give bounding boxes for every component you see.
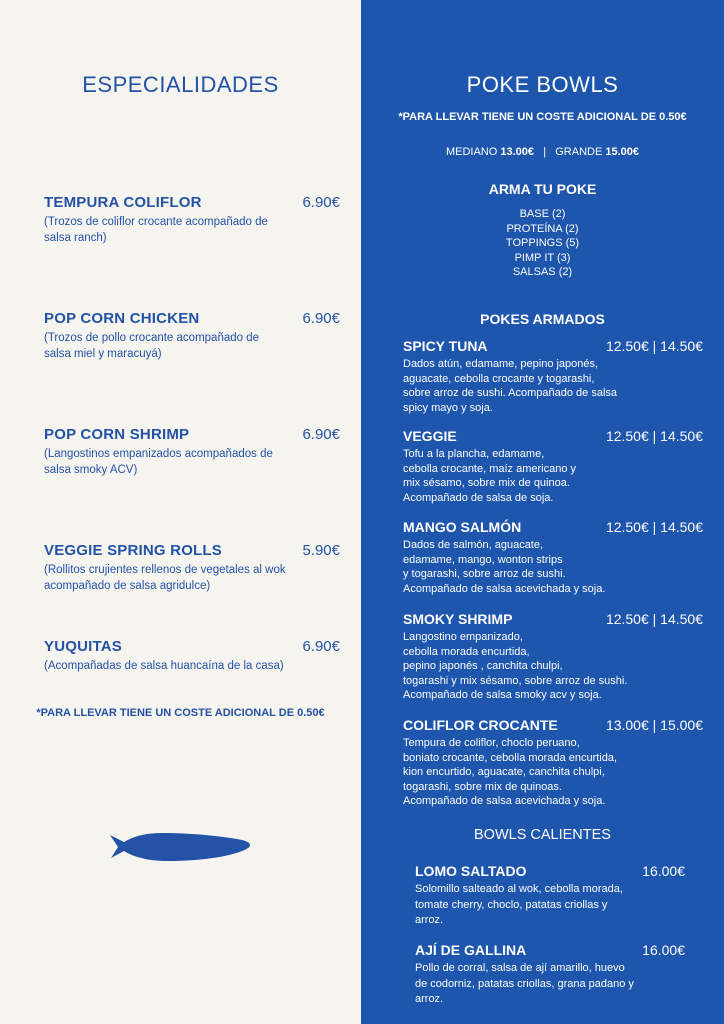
hot-bowl-name: LOMO SALTADO: [415, 863, 527, 879]
especialidades-panel: [0, 0, 361, 1024]
poke-item-price: 12.50€ | 14.50€: [605, 519, 703, 535]
list-item: PIMP IT (3): [514, 251, 571, 264]
size-prices: [361, 146, 724, 158]
menu-item-description: (Acompañadas de salsa huancaína de la casa): [44, 660, 284, 672]
menu-item-name: POP CORN SHRIMP: [44, 426, 190, 443]
poke-item-description: Tofu a la plancha, edamame, cebolla crocante, maíz americano y mix sésamo, sobre mix de quinoa. Acompañado de salsa de soja.: [403, 448, 577, 504]
poke-item: [403, 717, 703, 809]
menu-item: [44, 542, 340, 594]
menu-item-description: (Trozos de coliflor crocante acompañado de salsa ranch): [44, 216, 268, 244]
poke-item-price: 12.50€ | 14.50€: [605, 428, 703, 444]
size-grande-price: 15.00€: [605, 146, 640, 158]
menu-item-price: 6.90€: [302, 310, 340, 327]
poke-item: [403, 428, 703, 505]
hot-bowl-description: Pollo de corral, salsa de ají amarillo, huevo de codorniz, patatas criollas, grana padano y arroz.: [415, 962, 634, 1005]
bowls-calientes-title: BOWLS CALIENTES: [474, 827, 611, 843]
poke-item: [403, 611, 703, 703]
menu-item-name: POP CORN CHICKEN: [44, 310, 200, 327]
poke-item: [403, 519, 703, 596]
list-item: SALSAS (2): [512, 266, 573, 279]
poke-item-description: Dados de salmón, aguacate, edamame, mango, wonton strips y togarashi, sobre arroz de sushi. Acompañado de salsa acevichada y soja.: [403, 539, 606, 595]
poke-item-description: Tempura de coliflor, choclo peruano, boniato crocante, cebolla morada encurtida, kion encurtido, aguacate, canchita chulpi, togarashi, sobre mix de quinoas. Acompañado de salsa acevichada y soja.: [403, 737, 618, 808]
list-item: PROTEÍNA (2): [506, 222, 579, 235]
takeaway-note: *PARA LLEVAR TIENE UN COSTE ADICIONAL DE 0.50€: [36, 707, 325, 719]
poke-item-name: SMOKY SHRIMP: [403, 611, 513, 627]
build-poke-title: ARMA TU POKE: [488, 181, 597, 197]
menu-item-description: (Rollitos crujientes rellenos de vegetales al wok acompañado de salsa agridulce): [44, 564, 286, 592]
hot-bowl-item: [415, 942, 685, 1008]
hot-bowl-name: AJÍ DE GALLINA: [415, 942, 527, 958]
menu-item-price: 6.90€: [302, 194, 340, 211]
menu-item: [44, 638, 340, 674]
menu-item: [44, 310, 340, 362]
menu-item-name: VEGGIE SPRING ROLLS: [44, 542, 222, 559]
menu-item: [44, 194, 340, 246]
poke-item-price: 12.50€ | 14.50€: [605, 611, 703, 627]
takeaway-note: *PARA LLEVAR TIENE UN COSTE ADICIONAL DE 0.50€: [398, 111, 687, 123]
hot-bowl-price: 16.00€: [642, 863, 685, 879]
menu-item-price: 6.90€: [302, 638, 340, 655]
poke-item-name: MANGO SALMÓN: [403, 519, 522, 535]
menu-item-description: (Trozos de pollo crocante acompañado de salsa miel y maracuyá): [44, 332, 260, 360]
poke-item-price: 12.50€ | 14.50€: [605, 338, 703, 354]
poke-bowls-panel: [361, 0, 724, 1024]
menu-item-price: 6.90€: [302, 426, 340, 443]
poke-item-price: 13.00€ | 15.00€: [605, 717, 703, 733]
size-mediano-label: MEDIANO: [445, 146, 498, 158]
poke-item-name: VEGGIE: [403, 428, 457, 444]
fish-icon: [110, 830, 252, 864]
menu-item-description: (Langostinos empanizados acompañados de salsa smoky ACV): [44, 448, 273, 476]
list-item: TOPPINGS (5): [505, 237, 580, 250]
poke-item: [403, 338, 703, 415]
hot-bowl-description: Solomillo salteado al wok, cebolla morada, tomate cherry, choclo, patatas criollas y arroz.: [415, 883, 623, 926]
poke-item-description: Langostino empanizado, cebolla morada encurtida, pepino japonés , canchita chulpi, togarashi y mix sésamo, sobre arroz de sushi. Acompañado de salsa smoky acv y soja.: [403, 631, 628, 702]
build-poke-list: [361, 207, 724, 280]
size-separator: |: [543, 146, 547, 158]
hot-bowl-price: 16.00€: [642, 942, 685, 958]
menu-item-name: TEMPURA COLIFLOR: [44, 194, 202, 211]
menu-item-name: YUQUITAS: [44, 638, 122, 655]
pokes-armados-title: POKES ARMADOS: [480, 311, 605, 327]
size-grande-label: GRANDE: [555, 146, 603, 158]
poke-item-name: COLIFLOR CROCANTE: [403, 717, 558, 733]
poke-item-description: Dados atún, edamame, pepino japonés, aguacate, cebolla crocante y togarashi, sobre arroz de sushi. Acompañado de salsa spicy mayo y soja.: [403, 358, 618, 414]
menu-item-price: 5.90€: [302, 542, 340, 559]
menu-item: [44, 426, 340, 478]
list-item: BASE (2): [519, 208, 566, 220]
size-mediano-price: 13.00€: [500, 146, 535, 158]
poke-item-name: SPICY TUNA: [403, 338, 488, 354]
hot-bowl-item: [415, 863, 685, 929]
poke-bowls-title: POKE BOWLS: [466, 72, 619, 97]
especialidades-title: ESPECIALIDADES: [82, 72, 279, 97]
